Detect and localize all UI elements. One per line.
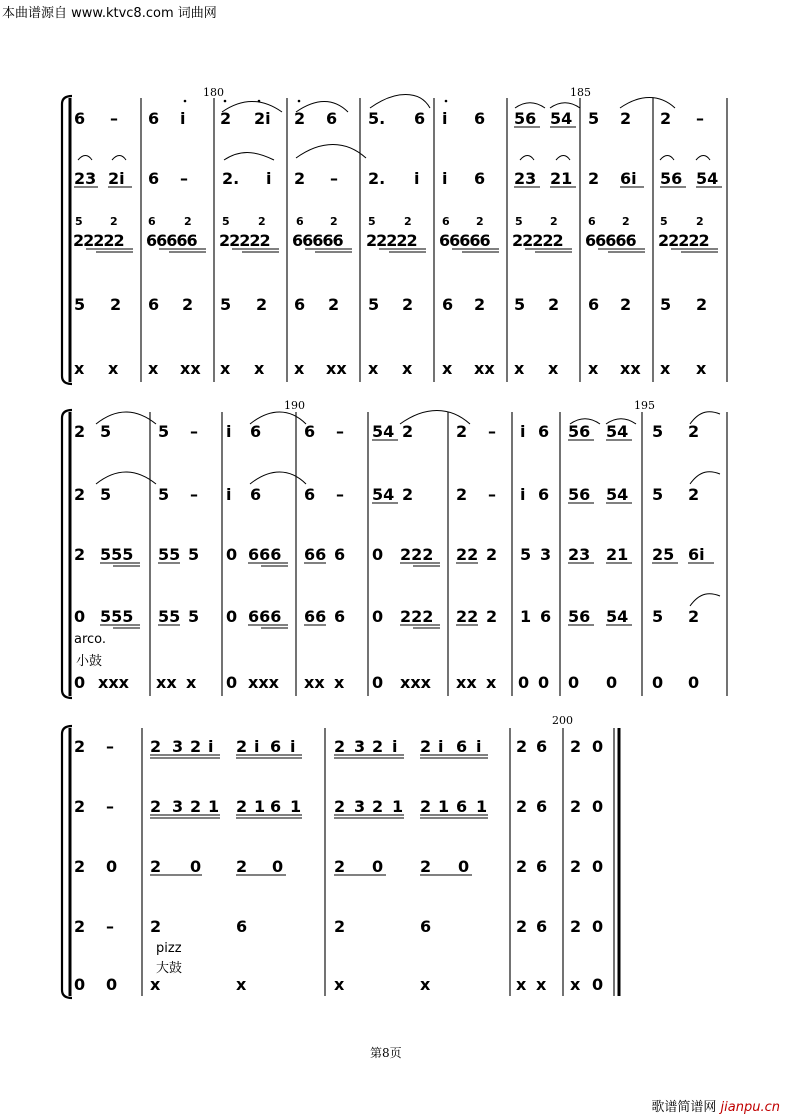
svg-text:2: 2 [570, 917, 582, 936]
svg-text:55: 55 [158, 607, 181, 626]
svg-text:3: 3 [354, 737, 366, 756]
note: 2 [220, 109, 232, 128]
svg-text:xxx: xxx [98, 673, 129, 692]
svg-text:1: 1 [208, 797, 220, 816]
svg-text:i: i [208, 737, 214, 756]
svg-text:x: x [588, 359, 599, 378]
svg-text:66: 66 [304, 607, 327, 626]
note: 54 [550, 109, 573, 128]
svg-text:54: 54 [606, 485, 629, 504]
svg-text:–: – [488, 422, 496, 441]
svg-text:xx: xx [456, 673, 477, 692]
svg-text:666: 666 [248, 607, 282, 626]
note: 6i [620, 169, 637, 188]
svg-text:6: 6 [536, 917, 548, 936]
svg-text:x: x [536, 975, 547, 994]
svg-text:xxx: xxx [400, 673, 431, 692]
svg-text:2: 2 [182, 295, 194, 314]
svg-text:2: 2 [548, 295, 560, 314]
note: 56 [660, 169, 683, 188]
svg-text:2: 2 [516, 917, 528, 936]
note: 2i [108, 169, 125, 188]
note: 2 [588, 169, 600, 188]
note: 6 [148, 169, 160, 188]
svg-text:x: x [368, 359, 379, 378]
svg-text:2: 2 [236, 797, 248, 816]
svg-text:0: 0 [226, 673, 238, 692]
svg-text:i: i [226, 422, 232, 441]
svg-text:xx: xx [304, 673, 325, 692]
svg-text:56: 56 [568, 422, 591, 441]
watermark-domain: jianpu.cn [720, 1100, 780, 1115]
svg-text:2: 2 [184, 215, 192, 228]
svg-text:2: 2 [330, 215, 338, 228]
svg-text:xx: xx [326, 359, 347, 378]
svg-text:25: 25 [652, 545, 675, 564]
svg-text:0: 0 [372, 545, 384, 564]
svg-text:5: 5 [514, 295, 526, 314]
svg-text:x: x [74, 359, 85, 378]
svg-text:xx: xx [156, 673, 177, 692]
svg-text:2: 2 [372, 737, 384, 756]
note: 2 [294, 169, 306, 188]
svg-text:i: i [392, 737, 398, 756]
svg-text:–: – [336, 485, 344, 504]
svg-text:2: 2 [74, 737, 86, 756]
svg-text:666: 666 [248, 545, 282, 564]
svg-text:xx: xx [620, 359, 641, 378]
svg-text:2: 2 [516, 737, 528, 756]
svg-text:x: x [660, 359, 671, 378]
measure-number: 200 [552, 714, 573, 727]
svg-text:5: 5 [660, 215, 668, 228]
svg-text:54: 54 [372, 422, 395, 441]
svg-text:6: 6 [536, 857, 548, 876]
svg-text:6: 6 [304, 485, 316, 504]
svg-text:i: i [438, 737, 444, 756]
bass-row [74, 917, 603, 936]
svg-text:2: 2 [402, 422, 414, 441]
svg-text:66666: 66666 [146, 231, 197, 250]
bass-drum-label: 大鼓 [156, 961, 183, 976]
svg-text:x: x [442, 359, 453, 378]
svg-text:6: 6 [270, 737, 282, 756]
svg-text:i: i [226, 485, 232, 504]
svg-text:6: 6 [588, 295, 600, 314]
svg-text:6: 6 [334, 607, 346, 626]
svg-text:22222: 22222 [73, 231, 124, 250]
svg-text:2: 2 [190, 797, 202, 816]
svg-text:0: 0 [74, 673, 86, 692]
svg-text:2: 2 [402, 295, 414, 314]
svg-text:2: 2 [620, 295, 632, 314]
svg-text:54: 54 [606, 422, 629, 441]
note: 6 [326, 109, 338, 128]
svg-text:22222: 22222 [658, 231, 709, 250]
svg-text:6: 6 [236, 917, 248, 936]
svg-text:6: 6 [294, 295, 306, 314]
note: 6 [474, 109, 486, 128]
note: 2i [254, 109, 271, 128]
svg-text:2: 2 [696, 295, 708, 314]
svg-text:–: – [106, 737, 114, 756]
svg-text:0: 0 [652, 673, 664, 692]
svg-text:22: 22 [456, 545, 479, 564]
svg-text:0: 0 [372, 857, 384, 876]
svg-text:54: 54 [606, 607, 629, 626]
svg-text:2: 2 [420, 857, 432, 876]
svg-text:0: 0 [606, 673, 618, 692]
svg-text:2: 2 [74, 485, 86, 504]
svg-text:x: x [486, 673, 497, 692]
svg-text:2: 2 [570, 797, 582, 816]
svg-text:x: x [254, 359, 265, 378]
svg-text:6: 6 [148, 295, 160, 314]
svg-text:x: x [420, 975, 431, 994]
note: 23 [514, 169, 537, 188]
svg-text:2: 2 [74, 797, 86, 816]
chord-row [74, 545, 714, 566]
svg-text:5: 5 [100, 485, 112, 504]
chord-row [73, 215, 718, 252]
svg-text:2: 2 [456, 485, 468, 504]
svg-text:6: 6 [456, 797, 468, 816]
svg-text:222: 222 [400, 545, 434, 564]
svg-text:5: 5 [660, 295, 672, 314]
svg-text:0: 0 [592, 975, 604, 994]
svg-text:2: 2 [110, 295, 122, 314]
svg-text:5: 5 [220, 295, 232, 314]
svg-text:2: 2 [420, 737, 432, 756]
svg-text:6: 6 [456, 737, 468, 756]
svg-text:x: x [220, 359, 231, 378]
svg-text:2: 2 [236, 737, 248, 756]
note: 5 [588, 109, 600, 128]
svg-text:2: 2 [570, 737, 582, 756]
percussion-row [74, 975, 603, 994]
svg-text:3: 3 [172, 797, 184, 816]
svg-text:–: – [106, 797, 114, 816]
svg-text:21: 21 [606, 545, 629, 564]
svg-text:6: 6 [538, 422, 550, 441]
svg-text:2: 2 [150, 917, 162, 936]
svg-text:1: 1 [392, 797, 404, 816]
svg-text:2: 2 [474, 295, 486, 314]
svg-text:2: 2 [476, 215, 484, 228]
svg-text:2: 2 [334, 917, 346, 936]
note: 6 [74, 109, 86, 128]
svg-text:2: 2 [334, 737, 346, 756]
note: 2 [660, 109, 672, 128]
svg-text:2: 2 [550, 215, 558, 228]
note: 2 [294, 109, 306, 128]
svg-text:555: 555 [100, 607, 134, 626]
svg-text:5: 5 [158, 485, 170, 504]
page-number: 第8页 [370, 1046, 402, 1060]
svg-text:x: x [150, 975, 161, 994]
svg-text:0: 0 [592, 797, 604, 816]
svg-text:2: 2 [74, 422, 86, 441]
svg-text:0: 0 [592, 857, 604, 876]
svg-text:–: – [106, 917, 114, 936]
svg-text:2: 2 [256, 295, 268, 314]
svg-text:x: x [548, 359, 559, 378]
svg-text:0: 0 [226, 607, 238, 626]
note: i [414, 169, 420, 188]
svg-text:6: 6 [442, 215, 450, 228]
svg-text:2: 2 [328, 295, 340, 314]
svg-text:0: 0 [272, 857, 284, 876]
svg-text:6: 6 [588, 215, 596, 228]
svg-text:x: x [108, 359, 119, 378]
note: 2. [368, 169, 386, 188]
note: 2 [620, 109, 632, 128]
svg-text:54: 54 [372, 485, 395, 504]
svg-text:5: 5 [368, 215, 376, 228]
svg-text:x: x [402, 359, 413, 378]
svg-text:x: x [148, 359, 159, 378]
svg-text:0: 0 [538, 673, 550, 692]
svg-text:–: – [190, 422, 198, 441]
svg-text:55: 55 [158, 545, 181, 564]
svg-text:66: 66 [304, 545, 327, 564]
svg-text:6: 6 [250, 485, 262, 504]
source-header: 本曲谱源自 www.ktvc8.com 词曲网 [2, 6, 217, 21]
svg-text:x: x [236, 975, 247, 994]
svg-text:–: – [336, 422, 344, 441]
watermark [651, 1096, 780, 1115]
svg-text:2: 2 [696, 215, 704, 228]
svg-text:2: 2 [334, 857, 346, 876]
svg-text:2: 2 [570, 857, 582, 876]
svg-text:22222: 22222 [366, 231, 417, 250]
measure-number: 180 [203, 86, 224, 99]
svg-text:i: i [254, 737, 260, 756]
svg-text:6: 6 [304, 422, 316, 441]
watermark-site-name: 歌谱简谱网 [651, 1100, 717, 1115]
system-3 [62, 714, 619, 998]
note: 54 [696, 169, 719, 188]
svg-text:2: 2 [456, 422, 468, 441]
svg-text:0: 0 [372, 673, 384, 692]
svg-text:3: 3 [540, 545, 552, 564]
svg-text:6: 6 [540, 607, 552, 626]
system-1 [62, 86, 727, 384]
note: 21 [550, 169, 573, 188]
system-2 [62, 399, 727, 698]
svg-text:5: 5 [652, 422, 664, 441]
svg-text:66666: 66666 [439, 231, 490, 250]
svg-text:6i: 6i [688, 545, 705, 564]
svg-text:5: 5 [75, 215, 83, 228]
note: – [110, 109, 118, 128]
svg-text:6: 6 [536, 737, 548, 756]
svg-text:2: 2 [688, 485, 700, 504]
svg-text:2: 2 [334, 797, 346, 816]
svg-text:–: – [190, 485, 198, 504]
svg-text:2: 2 [74, 917, 86, 936]
note: 2. [222, 169, 240, 188]
svg-text:5: 5 [222, 215, 230, 228]
svg-text:6: 6 [420, 917, 432, 936]
note: – [696, 109, 704, 128]
svg-text:2: 2 [258, 215, 266, 228]
svg-text:0: 0 [458, 857, 470, 876]
percussion-row [74, 359, 707, 378]
svg-text:0: 0 [592, 737, 604, 756]
svg-text:0: 0 [592, 917, 604, 936]
svg-text:xxx: xxx [248, 673, 279, 692]
arco-marking: arco. [74, 632, 107, 647]
svg-text:6: 6 [250, 422, 262, 441]
svg-text:xx: xx [180, 359, 201, 378]
svg-text:0: 0 [226, 545, 238, 564]
svg-text:2: 2 [74, 857, 86, 876]
measure-number: 185 [570, 86, 591, 99]
note: i [180, 109, 186, 128]
svg-text:22222: 22222 [512, 231, 563, 250]
note: 6 [148, 109, 160, 128]
svg-text:2: 2 [688, 607, 700, 626]
svg-text:2: 2 [516, 797, 528, 816]
svg-text:2: 2 [486, 607, 498, 626]
svg-text:0: 0 [688, 673, 700, 692]
svg-text:2: 2 [150, 797, 162, 816]
bass-row [74, 295, 707, 314]
note: 56 [514, 109, 537, 128]
svg-text:x: x [516, 975, 527, 994]
svg-text:66666: 66666 [585, 231, 636, 250]
svg-text:0: 0 [518, 673, 530, 692]
svg-text:0: 0 [74, 975, 86, 994]
percussion-row [74, 673, 699, 692]
svg-text:1: 1 [520, 607, 532, 626]
svg-text:5: 5 [188, 607, 200, 626]
svg-text:0: 0 [106, 857, 118, 876]
svg-text:2: 2 [688, 422, 700, 441]
svg-text:1: 1 [254, 797, 266, 816]
svg-text:2: 2 [110, 215, 118, 228]
svg-text:3: 3 [354, 797, 366, 816]
svg-text:2: 2 [236, 857, 248, 876]
svg-text:5: 5 [368, 295, 380, 314]
svg-text:22: 22 [456, 607, 479, 626]
note: 6 [414, 109, 426, 128]
svg-text:22222: 22222 [219, 231, 270, 250]
svg-text:0: 0 [74, 607, 86, 626]
svg-text:6: 6 [536, 797, 548, 816]
note: i [442, 109, 448, 128]
snare-drum-label: 小鼓 [76, 654, 103, 669]
svg-text:23: 23 [568, 545, 591, 564]
svg-text:2: 2 [372, 797, 384, 816]
svg-text:xx: xx [474, 359, 495, 378]
svg-text:i: i [476, 737, 482, 756]
svg-text:5: 5 [188, 545, 200, 564]
svg-text:6: 6 [296, 215, 304, 228]
svg-text:5: 5 [652, 485, 664, 504]
svg-text:2: 2 [516, 857, 528, 876]
svg-text:6: 6 [148, 215, 156, 228]
svg-text:1: 1 [476, 797, 488, 816]
svg-text:2: 2 [190, 737, 202, 756]
svg-text:2: 2 [420, 797, 432, 816]
svg-text:x: x [514, 359, 525, 378]
svg-text:5: 5 [520, 545, 532, 564]
svg-text:x: x [334, 673, 345, 692]
svg-text:66666: 66666 [292, 231, 343, 250]
svg-text:2: 2 [402, 485, 414, 504]
svg-text:5: 5 [100, 422, 112, 441]
note: 6 [474, 169, 486, 188]
note: i [442, 169, 448, 188]
svg-text:–: – [488, 485, 496, 504]
svg-text:5: 5 [158, 422, 170, 441]
svg-text:2: 2 [622, 215, 630, 228]
svg-text:0: 0 [568, 673, 580, 692]
svg-text:2: 2 [74, 545, 86, 564]
chord-row [74, 857, 603, 876]
note: – [330, 169, 338, 188]
svg-text:0: 0 [372, 607, 384, 626]
svg-text:1: 1 [438, 797, 450, 816]
svg-text:2: 2 [150, 737, 162, 756]
svg-text:6: 6 [442, 295, 454, 314]
svg-text:i: i [290, 737, 296, 756]
measure-number: 195 [634, 399, 655, 412]
svg-text:x: x [294, 359, 305, 378]
svg-text:555: 555 [100, 545, 134, 564]
note: – [180, 169, 188, 188]
svg-text:1: 1 [290, 797, 302, 816]
svg-text:x: x [186, 673, 197, 692]
svg-text:i: i [520, 485, 526, 504]
svg-text:5: 5 [515, 215, 523, 228]
svg-text:56: 56 [568, 485, 591, 504]
svg-text:222: 222 [400, 607, 434, 626]
svg-text:2: 2 [486, 545, 498, 564]
pizz-marking: pizz [156, 941, 182, 956]
svg-text:x: x [696, 359, 707, 378]
svg-text:5: 5 [74, 295, 86, 314]
svg-text:6: 6 [334, 545, 346, 564]
note: i [266, 169, 272, 188]
bass-row [74, 594, 720, 628]
svg-text:0: 0 [106, 975, 118, 994]
svg-text:0: 0 [190, 857, 202, 876]
svg-text:2: 2 [150, 857, 162, 876]
svg-text:6: 6 [270, 797, 282, 816]
svg-text:6: 6 [538, 485, 550, 504]
svg-text:56: 56 [568, 607, 591, 626]
svg-text:i: i [520, 422, 526, 441]
svg-text:x: x [334, 975, 345, 994]
note: 5. [368, 109, 386, 128]
svg-text:5: 5 [652, 607, 664, 626]
svg-text:x: x [570, 975, 581, 994]
svg-text:2: 2 [404, 215, 412, 228]
measure-number: 190 [284, 399, 305, 412]
note: 23 [74, 169, 97, 188]
svg-text:3: 3 [172, 737, 184, 756]
